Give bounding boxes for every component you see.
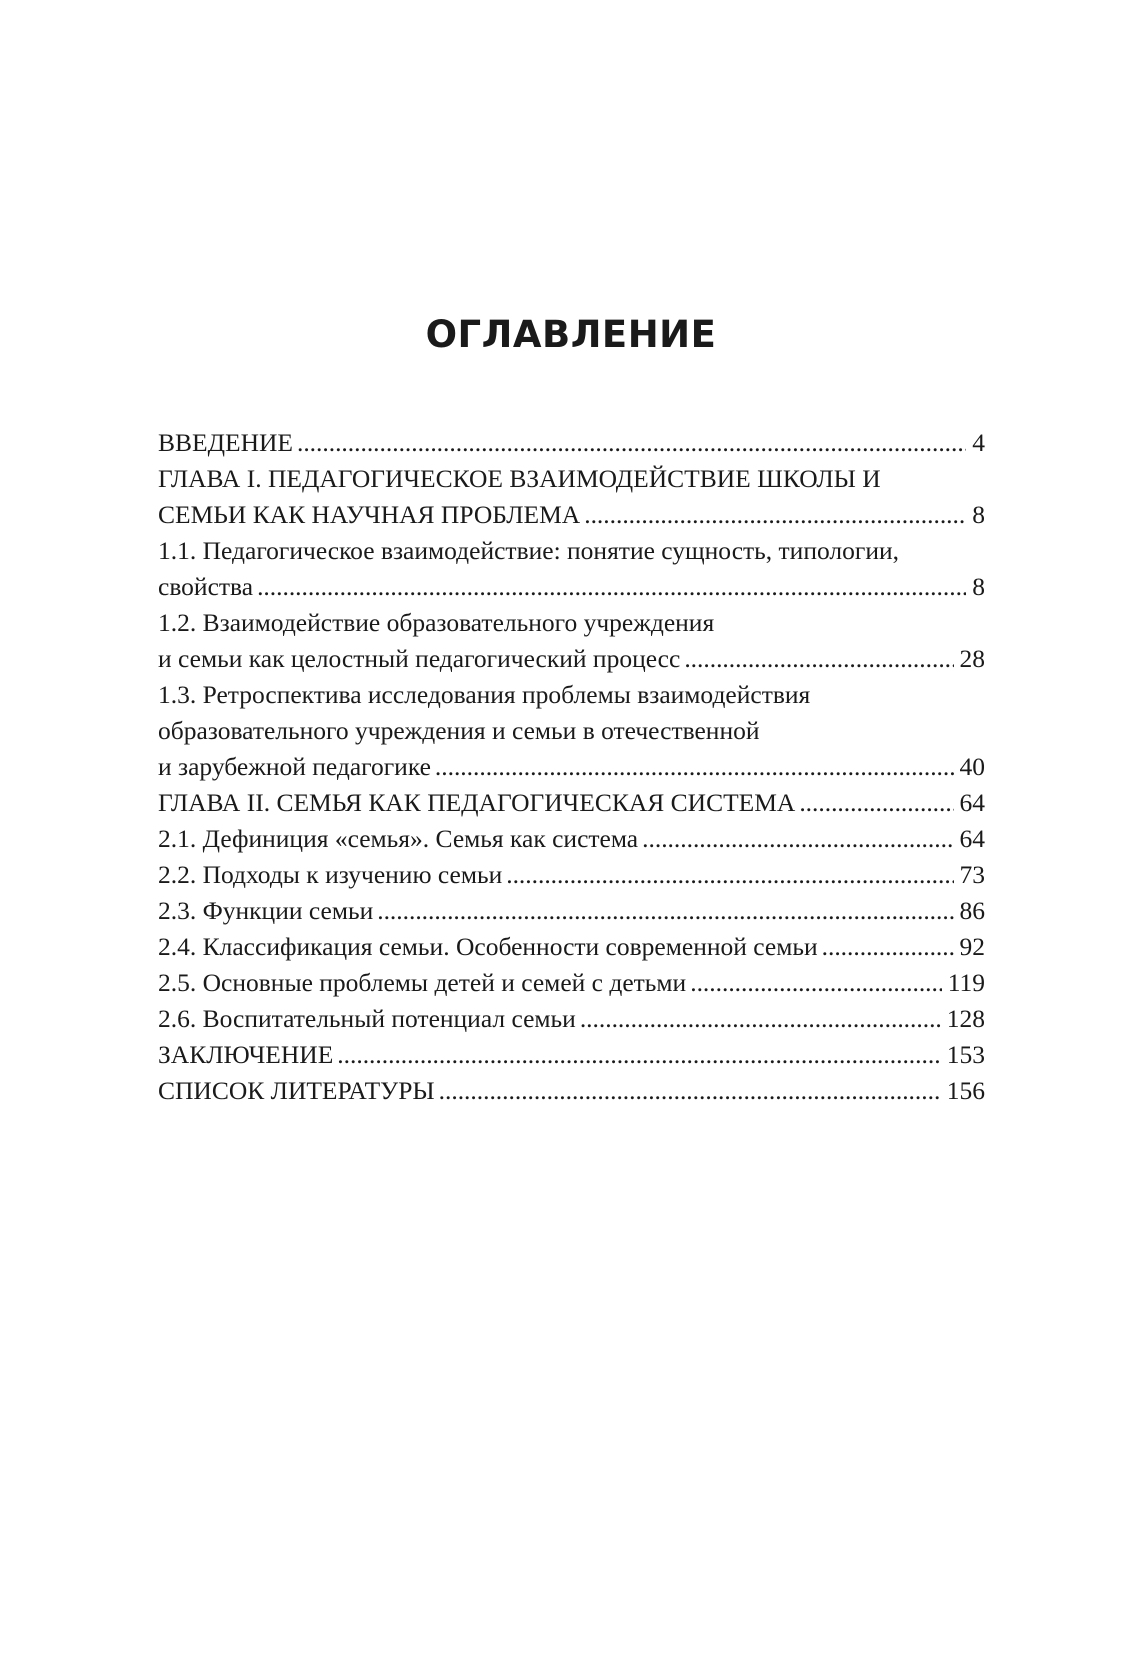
toc-entry-last-line bbox=[158, 893, 985, 929]
toc-entry-last-line bbox=[158, 821, 985, 857]
toc-entry[interactable] bbox=[158, 965, 985, 1001]
toc-entry[interactable] bbox=[158, 605, 985, 677]
dot-leader bbox=[297, 425, 966, 461]
toc-entry-line: 1.1. Педагогическое взаимодействие: понятие сущность, типологии, bbox=[158, 536, 899, 565]
dot-leader bbox=[580, 1001, 941, 1037]
toc-page-number: 128 bbox=[946, 1004, 985, 1033]
dot-leader bbox=[822, 929, 954, 965]
toc-entry[interactable] bbox=[158, 425, 985, 461]
toc-entry-line: 1.3. Ретроспектива исследования проблемы взаимодействия bbox=[158, 680, 811, 709]
toc-entry-last-line bbox=[158, 641, 985, 677]
toc-entry-title: 2.1. Дефиниция «семья». Семья как система bbox=[158, 824, 639, 853]
toc-entry[interactable] bbox=[158, 785, 985, 821]
toc-entry-last-line bbox=[158, 749, 985, 785]
dot-leader bbox=[690, 965, 941, 1001]
toc-page-number: 153 bbox=[946, 1040, 985, 1069]
toc-entry[interactable] bbox=[158, 1073, 985, 1109]
dot-leader bbox=[435, 749, 954, 785]
toc-page-number: 8 bbox=[972, 572, 985, 601]
toc-page-number: 119 bbox=[947, 968, 985, 997]
toc-page-number: 92 bbox=[959, 932, 985, 961]
dot-leader bbox=[642, 821, 953, 857]
dot-leader bbox=[257, 569, 966, 605]
toc-page-number: 40 bbox=[959, 752, 985, 781]
toc-entry[interactable] bbox=[158, 533, 985, 605]
toc-entry-last-line bbox=[158, 1001, 985, 1037]
dot-leader bbox=[799, 785, 953, 821]
toc-entry-title: 2.3. Функции семьи bbox=[158, 896, 374, 925]
toc-entry-title: и зарубежной педагогике bbox=[158, 752, 431, 781]
toc-entry-last-line bbox=[158, 425, 985, 461]
toc-page-number: 64 bbox=[959, 824, 985, 853]
toc-entry[interactable] bbox=[158, 461, 985, 533]
toc-entry-last-line bbox=[158, 569, 985, 605]
toc-entry[interactable] bbox=[158, 821, 985, 857]
dot-leader bbox=[337, 1037, 940, 1073]
toc-entry-last-line bbox=[158, 965, 985, 1001]
toc-entry-title: 2.4. Классификация семьи. Особенности современной семьи bbox=[158, 932, 818, 961]
dot-leader bbox=[684, 641, 953, 677]
toc-entry-last-line bbox=[158, 1037, 985, 1073]
toc-entry[interactable] bbox=[158, 929, 985, 965]
toc-entry-title: ЗАКЛЮЧЕНИЕ bbox=[158, 1040, 334, 1069]
toc-entry-title: свойства bbox=[158, 572, 254, 601]
toc-entry-last-line bbox=[158, 497, 985, 533]
page-title: ОГЛАВЛЕНИЕ bbox=[425, 313, 717, 356]
toc-page-number: 28 bbox=[959, 644, 985, 673]
toc-entry[interactable] bbox=[158, 677, 985, 785]
toc-page-number: 64 bbox=[959, 788, 985, 817]
toc-page-number: 73 bbox=[959, 860, 985, 889]
toc-entry-line: ГЛАВА I. ПЕДАГОГИЧЕСКОЕ ВЗАИМОДЕЙСТВИЕ ШКОЛЫ И bbox=[158, 464, 881, 493]
toc-entry-title: ГЛАВА II. СЕМЬЯ КАК ПЕДАГОГИЧЕСКАЯ СИСТЕМА bbox=[158, 788, 796, 817]
toc-entry-last-line bbox=[158, 929, 985, 965]
dot-leader bbox=[377, 893, 953, 929]
toc-entry-title: и семьи как целостный педагогический процесс bbox=[158, 644, 681, 673]
toc-entry-title: 2.2. Подходы к изучению семьи bbox=[158, 860, 503, 889]
toc-page-number: 86 bbox=[959, 896, 985, 925]
dot-leader bbox=[584, 497, 966, 533]
toc-entry-last-line bbox=[158, 785, 985, 821]
toc-entry-title: 2.5. Основные проблемы детей и семей с детьми bbox=[158, 968, 687, 997]
table-of-contents bbox=[158, 425, 985, 1109]
toc-entry-line: 1.2. Взаимодействие образовательного учреждения bbox=[158, 608, 715, 637]
toc-entry[interactable] bbox=[158, 1037, 985, 1073]
toc-entry-title: СПИСОК ЛИТЕРАТУРЫ bbox=[158, 1076, 435, 1105]
toc-entry-last-line bbox=[158, 857, 985, 893]
toc-page-number: 4 bbox=[972, 428, 985, 457]
toc-page-number: 8 bbox=[972, 500, 985, 529]
toc-entry-last-line bbox=[158, 1073, 985, 1109]
toc-entry-title: СЕМЬИ КАК НАУЧНАЯ ПРОБЛЕМА bbox=[158, 500, 581, 529]
toc-entry-title: ВВЕДЕНИЕ bbox=[158, 428, 293, 457]
toc-entry[interactable] bbox=[158, 857, 985, 893]
dot-leader bbox=[506, 857, 953, 893]
toc-entry[interactable] bbox=[158, 1001, 985, 1037]
toc-entry-line: образовательного учреждения и семьи в отечественной bbox=[158, 716, 760, 745]
dot-leader bbox=[439, 1073, 941, 1109]
toc-page-number: 156 bbox=[946, 1076, 985, 1105]
toc-entry-title: 2.6. Воспитательный потенциал семьи bbox=[158, 1004, 576, 1033]
toc-entry[interactable] bbox=[158, 893, 985, 929]
